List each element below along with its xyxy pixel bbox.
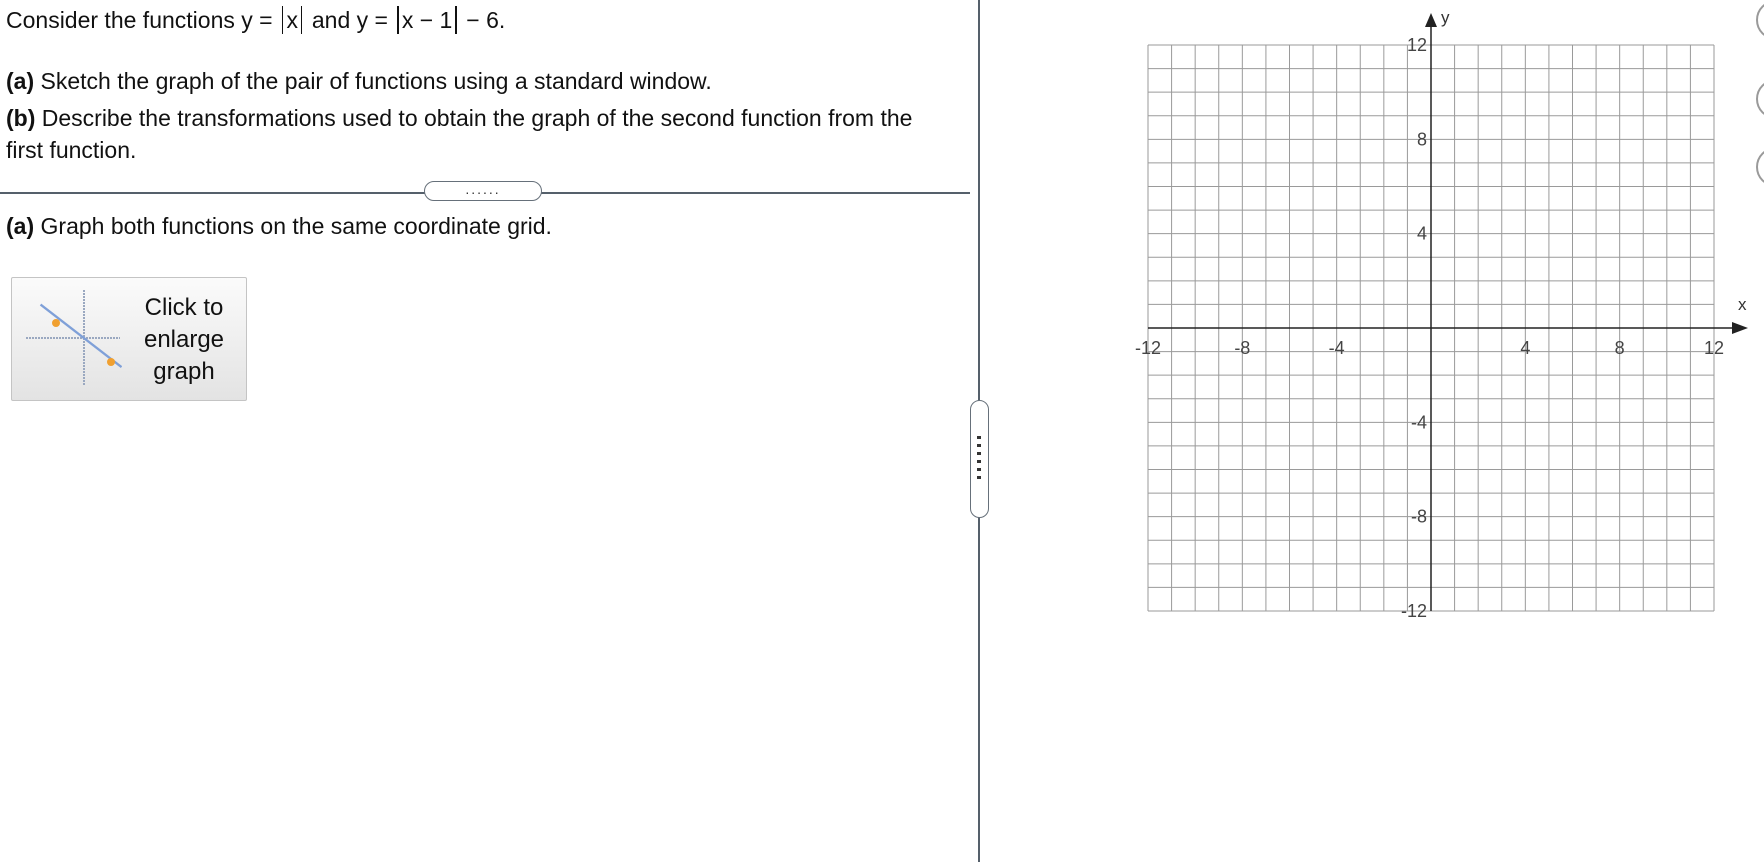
answer-part-a-prompt: (a) Graph both functions on the same coordinate grid.: [6, 213, 552, 239]
abs-f1: x: [279, 6, 306, 34]
y-tick-label: -12: [1400, 601, 1427, 621]
drag-dots-icon: [977, 436, 981, 484]
y-tick-label: -8: [1410, 506, 1427, 527]
x-tick-label: -8: [1234, 338, 1251, 358]
x-axis-label: x: [1738, 295, 1747, 314]
y-axis-arrow-icon: [1425, 13, 1437, 27]
part-a-instruction: (a) Sketch the graph of the pair of functions using a standard window.: [6, 68, 712, 94]
y-tick-label: 8: [1416, 129, 1427, 150]
x-tick-label: 8: [1614, 338, 1625, 358]
y-tick-label: 4: [1416, 223, 1427, 244]
part-b-instruction: (b) Describe the transformations used to obtain the graph of the second function from the first function.: [6, 105, 913, 163]
enlarge-graph-button[interactable]: [11, 277, 247, 401]
graph-thumbnail-icon: [24, 288, 122, 388]
y-tick-label: -4: [1410, 412, 1427, 433]
question-text: Consider the functions y = x and y = x − 1 − 6.: [6, 7, 506, 33]
x-axis-arrow-icon: [1732, 322, 1748, 334]
pane-splitter-handle[interactable]: [970, 400, 989, 518]
abs-f2: x − 1: [394, 6, 460, 34]
enlarge-graph-label: Click to enlarge graph: [143, 294, 225, 385]
y-tick-label: 12: [1406, 35, 1427, 55]
x-tick-label: -4: [1328, 338, 1345, 358]
y-axis-label: y: [1441, 8, 1450, 27]
coordinate-grid[interactable]: [1110, 0, 1760, 640]
divider-expand-handle[interactable]: ......: [424, 181, 542, 201]
x-tick-label: 12: [1703, 338, 1725, 358]
x-tick-label: 4: [1520, 338, 1531, 358]
x-tick-label: -12: [1134, 338, 1162, 358]
